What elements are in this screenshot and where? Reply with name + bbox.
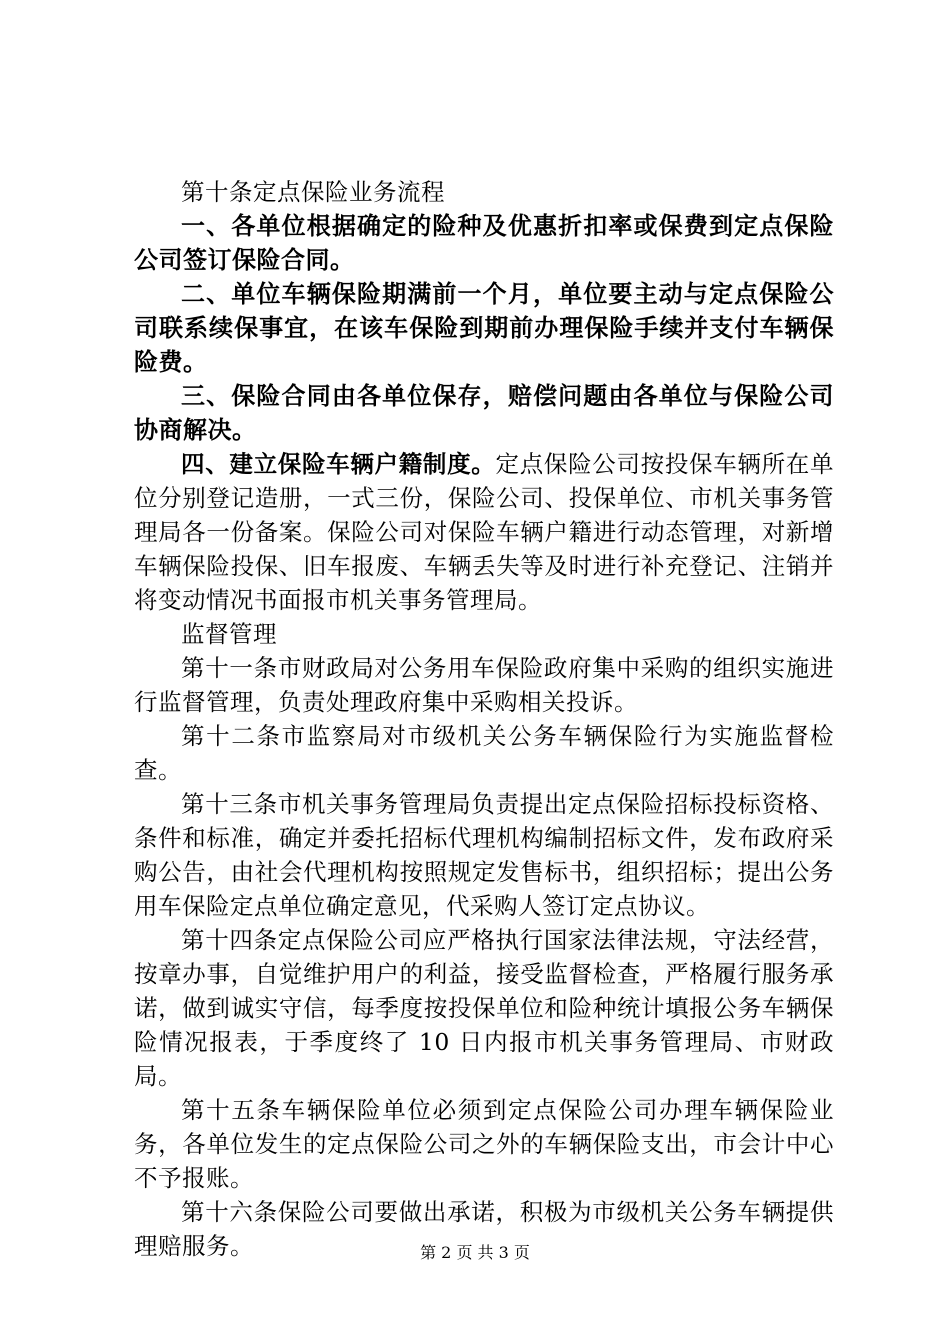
paragraph-article-14: 第十四条定点保险公司应严格执行国家法律法规，守法经营，按章办事，自觉维护用户的利益，接受监督检查，严格履行服务承诺，做到诚实守信，每季度按投保单位和险种统计填报公务车辆保险情况报表，于季度终了 10 日内报市机关事务管理局、市财政局。 xyxy=(134,926,834,1090)
paragraph-article-16: 第十六条保险公司要做出承诺，积极为市级机关公务车辆提供理赔服务。 xyxy=(134,1198,834,1260)
page-footer: 第 2 页 共 3 页 xyxy=(420,1243,530,1262)
paragraph-article-15: 第十五条车辆保险单位必须到定点保险公司办理车辆保险业务，各单位发生的定点保险公司之外的车辆保险支出，市会计中心不予报账。 xyxy=(134,1096,834,1192)
paragraph-item-1: 一、各单位根据确定的险种及优惠折扣率或保费到定点保险公司签订保险合同。 xyxy=(134,211,834,274)
section-heading-supervision: 监督管理 xyxy=(181,620,277,648)
paragraph-article-10-title: 第十条定点保险业务流程 xyxy=(181,178,445,206)
paragraph-item-2: 二、单位车辆保险期满前一个月，单位要主动与定点保险公司联系续保事宜，在该车保险到期前办理保险手续并支付车辆保险费。 xyxy=(134,279,834,376)
paragraph-article-13: 第十三条市机关事务管理局负责提出定点保险招标投标资格、条件和标准，确定并委托招标代理机构编制招标文件，发布政府采购公告，由社会代理机构按照规定发售标书，组织招标；提出公务用车保险定点单位确定意见，代采购人签订定点协议。 xyxy=(134,790,834,920)
paragraph-article-12: 第十二条市监察局对市级机关公务车辆保险行为实施监督检查。 xyxy=(134,722,834,784)
paragraph-item-3: 三、保险合同由各单位保存，赔偿问题由各单位与保险公司协商解决。 xyxy=(134,381,834,444)
paragraph-item-4-lead: 四、建立保险车辆户籍制度。 xyxy=(181,450,496,478)
paragraph-item-4-body: 定点保险公司按投保车辆所在单位分别登记造册，一式三份，保险公司、投保单位、市机关事务管理局各一份备案。保险公司对保险车辆户籍进行动态管理，对新增车辆保险投保、旧车报废、车辆丢失等及时进行补充登记、注销并将变动情况书面报市机关事务管理局。 xyxy=(134,450,834,614)
paragraph-article-11: 第十一条市财政局对公务用车保险政府集中采购的组织实施进行监督管理，负责处理政府集中采购相关投诉。 xyxy=(134,654,834,716)
paragraph-item-4 xyxy=(134,447,834,617)
document-body xyxy=(134,175,834,1263)
